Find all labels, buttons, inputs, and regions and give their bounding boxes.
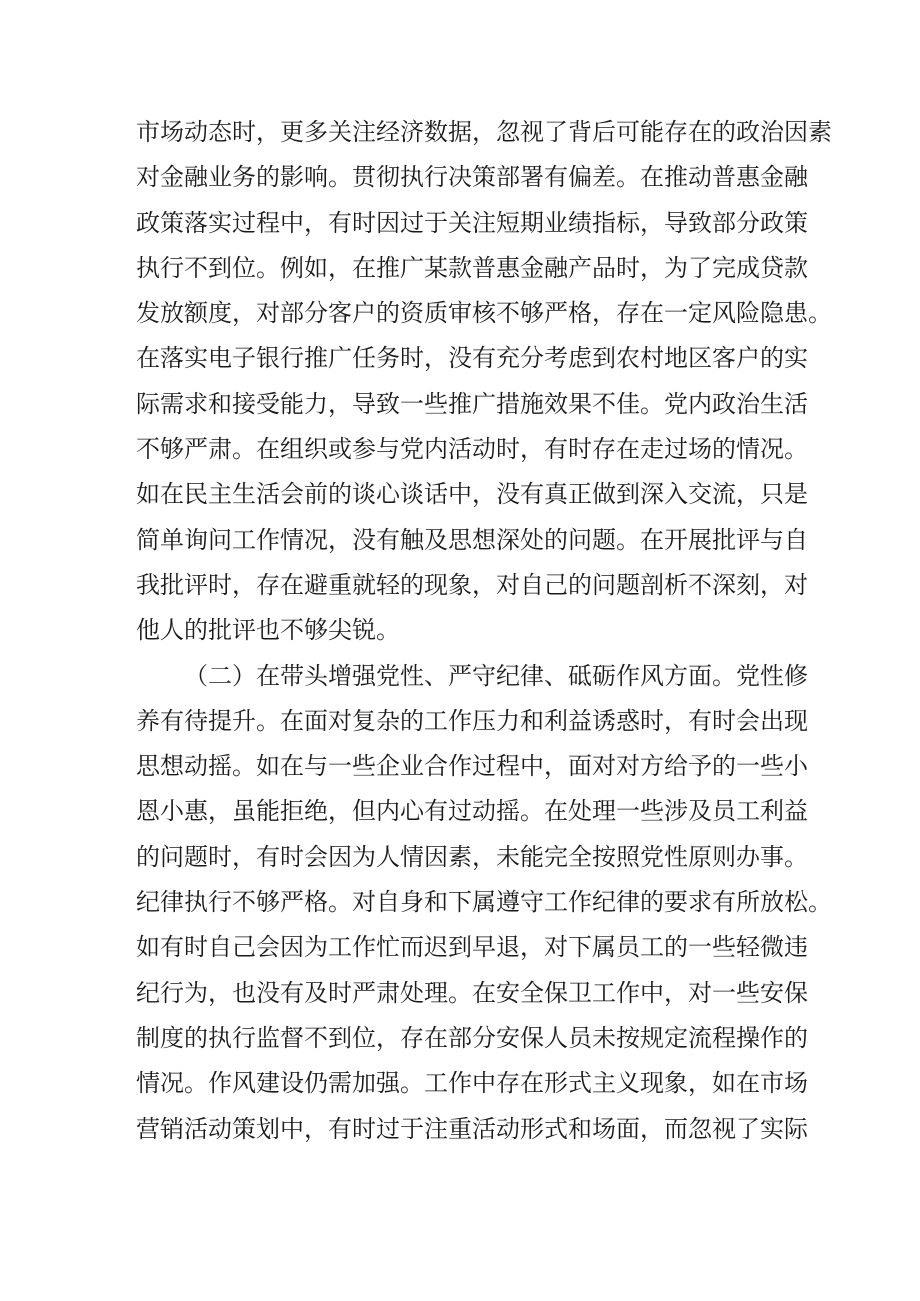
section-heading-line: （二）在带头增强党性、严守纪律、砥砺作风方面。党性修 [184, 661, 808, 690]
text-line: 纪律执行不够严格。对自身和下属遵守工作纪律的要求有所放松。 [136, 888, 832, 917]
text-line: 对金融业务的影响。贯彻执行决策部署有偏差。在推动普惠金融 [136, 163, 808, 192]
text-line: 发放额度，对部分客户的资质审核不够严格，存在一定风险隐患。 [136, 299, 832, 328]
text-line: 如在民主生活会前的谈心谈话中，没有真正做到深入交流，只是 [136, 480, 808, 509]
paragraph-2 [136, 654, 832, 1152]
text-line: 如有时自己会因为工作忙而迟到早退，对下属员工的一些轻微违 [136, 933, 808, 962]
text-line: 市场动态时，更多关注经济数据，忽视了背后可能存在的政治因素 [136, 118, 832, 146]
document-body [136, 110, 832, 1152]
text-line: 情况。作风建设仍需加强。工作中存在形式主义现象，如在市场 [136, 1069, 808, 1098]
text-line: 纪行为，也没有及时严肃处理。在安全保卫工作中，对一些安保 [136, 978, 808, 1007]
text-line: 我批评时，存在避重就轻的现象，对自己的问题剖析不深刻，对 [136, 570, 808, 599]
text-line: 恩小惠，虽能拒绝，但内心有过动摇。在处理一些涉及员工利益 [136, 797, 808, 826]
text-line: 不够严肃。在组织或参与党内活动时，有时存在走过场的情况。 [136, 435, 808, 464]
text-line: 制度的执行监督不到位，存在部分安保人员未按规定流程操作的 [136, 1023, 808, 1052]
text-line: 营销活动策划中，有时过于注重活动形式和场面，而忽视了实际 [136, 1114, 808, 1143]
text-line: 简单询问工作情况，没有触及思想深处的问题。在开展批评与自 [136, 525, 808, 554]
text-line: 政策落实过程中，有时因过于关注短期业绩指标，导致部分政策 [136, 208, 808, 237]
text-line: 的问题时，有时会因为人情因素，未能完全按照党性原则办事。 [136, 842, 808, 871]
text-line: 执行不到位。例如，在推广某款普惠金融产品时，为了完成贷款 [136, 253, 808, 282]
text-line: 养有待提升。在面对复杂的工作压力和利益诱惑时，有时会出现 [136, 706, 808, 735]
text-line: 际需求和接受能力，导致一些推广措施效果不佳。党内政治生活 [136, 389, 808, 418]
paragraph-1 [136, 110, 832, 654]
text-line: 思想动摇。如在与一些企业合作过程中，面对对方给予的一些小 [136, 752, 808, 781]
text-line: 在落实电子银行推广任务时，没有充分考虑到农村地区客户的实 [136, 344, 808, 373]
text-line: 他人的批评也不够尖锐。 [136, 616, 400, 645]
